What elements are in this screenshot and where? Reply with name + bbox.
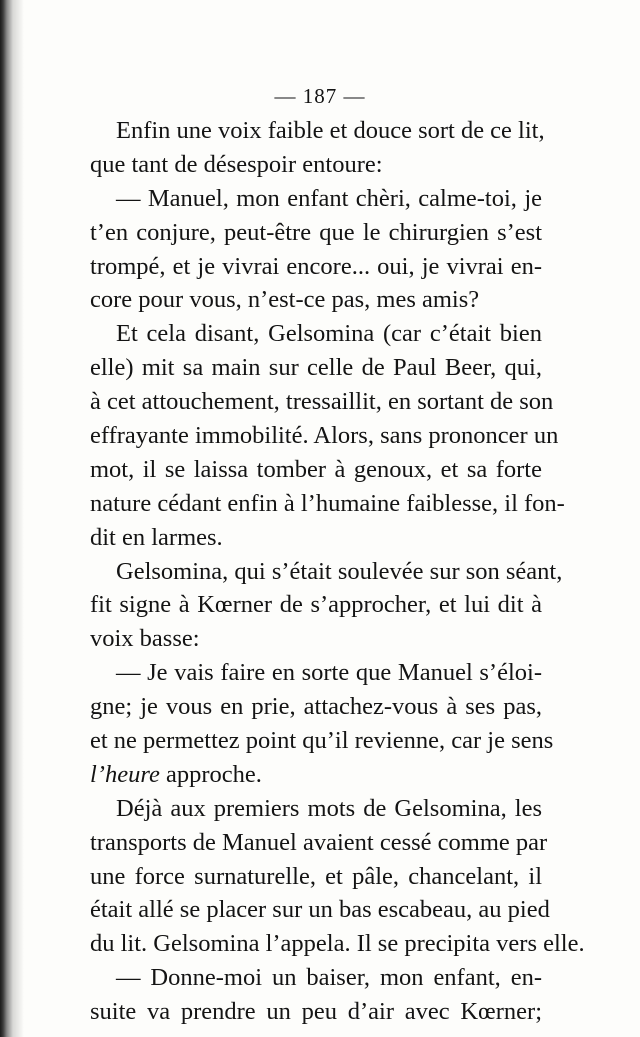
text-line: Gelsomina, qui s’était soulevée sur son séant, [116, 557, 563, 585]
text-line: dit en larmes. [90, 523, 223, 551]
text-line: que tant de désespoir entoure: [90, 150, 383, 178]
text-line: gne; je vous en prie, attachez-vous à ses pas, [90, 693, 542, 721]
text-line: — Donne-moi un baiser, mon enfant, en- [116, 964, 542, 992]
text-line: suite va prendre un peu d’air avec Kœrner; [90, 998, 542, 1026]
text-line: trompé, et je vivrai encore... oui, je vivrai en- [90, 252, 542, 280]
text-line: t’en conjure, peut-être que le chirurgien s’est [90, 218, 542, 246]
text-line: transports de Manuel avaient cessé comme par [90, 828, 548, 856]
text-line: fit signe à Kœrner de s’approcher, et lui dit à [90, 591, 542, 619]
text-line: était allé se placer sur un bas escabeau, au pied [90, 896, 550, 924]
text-line: et ne permettez point qu’il revienne, car je sens [90, 727, 554, 755]
text-line: elle) mit sa main sur celle de Paul Beer, qui, [90, 354, 542, 382]
text-line: core pour vous, n’est-ce pas, mes amis? [90, 286, 480, 314]
text-line: voix basse: [90, 625, 200, 653]
text-line: l’heure approche. [90, 760, 262, 788]
text-line: Déjà aux premiers mots de Gelsomina, les [116, 794, 542, 822]
text-line: à cet attouchement, tressaillit, en sortant de son [90, 388, 554, 416]
text-line: — Manuel, mon enfant chèri, calme-toi, je [116, 184, 542, 212]
text-line: nature cédant enfin à l’humaine faiblesse, il fon- [90, 489, 565, 517]
page-number: — 187 — [274, 84, 366, 108]
text-line: mot, il se laissa tomber à genoux, et sa forte [90, 455, 542, 483]
text-line: du lit. Gelsomina l’appela. Il se precipita vers elle. [90, 930, 585, 958]
italic-word: l’heure [90, 760, 160, 788]
body-text [90, 114, 585, 1029]
text-line: — Je vais faire en sorte que Manuel s’éloi- [116, 659, 542, 687]
text-line: une force surnaturelle, et pâle, chancelant, il [90, 862, 542, 890]
text-line: effrayante immobilité. Alors, sans prononcer un [90, 422, 559, 450]
page-spine-shadow [0, 0, 24, 1037]
text-line: Enfin une voix faible et douce sort de ce lit, [116, 117, 545, 144]
text-line: Et cela disant, Gelsomina (car c’était bien [116, 320, 542, 348]
